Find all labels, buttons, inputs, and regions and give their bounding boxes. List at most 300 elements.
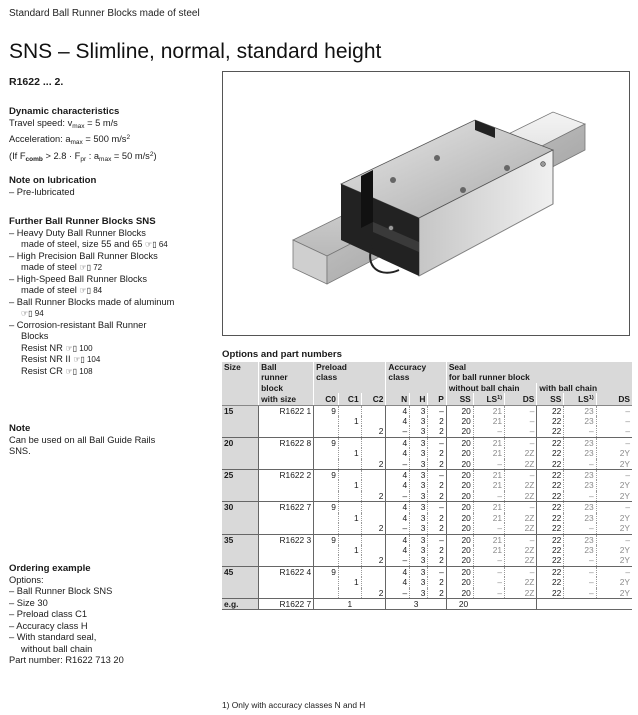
- value-cell: [338, 437, 361, 448]
- page-ref-link[interactable]: ☞▯ 104: [73, 355, 101, 364]
- value-cell: 23: [564, 480, 596, 490]
- cond-c: : a: [86, 150, 100, 161]
- size-cell: [222, 416, 259, 426]
- value-cell: –: [505, 502, 537, 513]
- lubrication-item: – Pre-lubricated: [9, 186, 75, 197]
- value-cell: 22: [537, 480, 564, 490]
- value-cell: –: [386, 523, 410, 534]
- value-cell: –: [473, 588, 504, 599]
- value-cell: –: [473, 555, 504, 566]
- value-cell: –: [428, 566, 446, 577]
- value-cell: 3: [410, 459, 428, 470]
- value-cell: [361, 480, 386, 490]
- value-cell: [338, 534, 361, 545]
- value-cell: 4: [386, 502, 410, 513]
- value-cell: –: [386, 555, 410, 566]
- value-cell: 9: [314, 437, 339, 448]
- value-cell: 9: [314, 566, 339, 577]
- value-cell: [338, 523, 361, 534]
- further-item-1-text: made of steel, size 55 and 65: [21, 239, 146, 249]
- value-cell: 3: [410, 426, 428, 437]
- value-cell: –: [596, 502, 632, 513]
- value-cell: –: [596, 426, 632, 437]
- value-cell: 4: [386, 437, 410, 448]
- ball-runner-block-illustration: [223, 72, 629, 335]
- block-cell: R1622 8: [259, 437, 314, 448]
- value-cell: [314, 480, 339, 490]
- value-cell: 3: [410, 470, 428, 481]
- value-cell: 20: [446, 470, 473, 481]
- header-block: with size: [259, 393, 314, 405]
- value-cell: 2: [428, 416, 446, 426]
- value-cell: 4: [386, 566, 410, 577]
- value-cell: 2Y: [596, 545, 632, 555]
- value-cell: 2Z: [505, 448, 537, 458]
- header-size: Size: [222, 362, 259, 372]
- value-cell: –: [473, 426, 504, 437]
- value-cell: 3: [410, 513, 428, 523]
- value-cell: 1: [338, 577, 361, 587]
- lubrication-heading: Note on lubrication: [9, 175, 97, 186]
- value-cell: [314, 426, 339, 437]
- value-cell: [314, 459, 339, 470]
- value-cell: –: [505, 416, 537, 426]
- value-cell: 2Z: [505, 513, 537, 523]
- value-cell: [338, 502, 361, 513]
- size-cell: 15: [222, 405, 259, 416]
- col-c1: C1: [338, 393, 361, 405]
- value-cell: [314, 577, 339, 587]
- value-cell: 3: [410, 534, 428, 545]
- value-cell: [338, 459, 361, 470]
- further-item-3: – High-Speed Ball Runner Blocks: [9, 273, 147, 284]
- ordering-item: – Ball Runner Block SNS: [9, 586, 113, 596]
- value-cell: –: [564, 459, 596, 470]
- value-cell: [314, 588, 339, 599]
- value-cell: 2: [428, 555, 446, 566]
- value-cell: –: [386, 459, 410, 470]
- value-cell: 2Y: [596, 480, 632, 490]
- col-c2: C2: [361, 393, 386, 405]
- travel-speed: [9, 118, 214, 133]
- value-cell: 3: [410, 405, 428, 416]
- value-cell: 22: [537, 545, 564, 555]
- value-cell: 20: [446, 437, 473, 448]
- value-cell: 23: [564, 545, 596, 555]
- value-cell: 20: [446, 459, 473, 470]
- value-cell: 22: [537, 523, 564, 534]
- value-cell: 4: [386, 545, 410, 555]
- value-cell: [361, 534, 386, 545]
- block-cell: [259, 426, 314, 437]
- block-cell: [259, 588, 314, 599]
- table-row: [222, 416, 632, 426]
- value-cell: 22: [537, 502, 564, 513]
- value-cell: 22: [537, 577, 564, 587]
- further-item-3-cont: [9, 285, 214, 297]
- value-cell: [314, 416, 339, 426]
- value-cell: 4: [386, 480, 410, 490]
- size-cell: [222, 491, 259, 502]
- cond-sup: 2: [149, 150, 154, 158]
- value-cell: 20: [446, 577, 473, 587]
- table-row: [222, 502, 632, 513]
- value-cell: 3: [410, 502, 428, 513]
- value-cell: –: [564, 523, 596, 534]
- table-row: [222, 426, 632, 437]
- block-cell: R1622 4: [259, 566, 314, 577]
- value-cell: 2Z: [505, 491, 537, 502]
- value-cell: 2: [428, 588, 446, 599]
- value-cell: 2Y: [596, 577, 632, 587]
- value-cell: 21: [473, 545, 504, 555]
- accel-value: = 500 m/s: [82, 134, 127, 144]
- example-cell: 20: [446, 598, 537, 609]
- value-cell: 23: [564, 405, 596, 416]
- value-cell: 3: [410, 555, 428, 566]
- size-cell: 25: [222, 470, 259, 481]
- cond-e: ): [153, 150, 157, 161]
- page-ref-link[interactable]: ☞▯ 72: [79, 263, 103, 272]
- value-cell: 4: [386, 416, 410, 426]
- value-cell: –: [473, 577, 504, 587]
- value-cell: 9: [314, 502, 339, 513]
- size-cell: [222, 555, 259, 566]
- value-cell: 2Z: [505, 555, 537, 566]
- block-cell: [259, 555, 314, 566]
- value-cell: 22: [537, 534, 564, 545]
- further-blocks: [9, 216, 214, 377]
- size-cell: [222, 588, 259, 599]
- ordering-item: – Accuracy class H: [9, 620, 88, 631]
- col-ss: SS: [446, 393, 473, 405]
- value-cell: 20: [446, 555, 473, 566]
- value-cell: 21: [473, 513, 504, 523]
- value-cell: 22: [537, 437, 564, 448]
- value-cell: 23: [564, 513, 596, 523]
- value-cell: –: [564, 426, 596, 437]
- value-cell: 3: [410, 437, 428, 448]
- example-cell: [537, 598, 632, 609]
- table-row: [222, 577, 632, 587]
- table-row: [222, 480, 632, 490]
- ordering-heading: Ordering example: [9, 563, 91, 574]
- value-cell: 23: [564, 534, 596, 545]
- value-cell: 21: [473, 405, 504, 416]
- value-cell: 2Z: [505, 588, 537, 599]
- size-cell: 35: [222, 534, 259, 545]
- accel-sub: max: [70, 139, 83, 146]
- travel-speed-sub: max: [72, 122, 85, 130]
- table-row: [222, 566, 632, 577]
- block-cell: R1622 1: [259, 405, 314, 416]
- header-seal: Seal: [446, 362, 632, 372]
- value-cell: 21: [473, 448, 504, 458]
- header-accuracy: Accuracy: [386, 362, 446, 372]
- value-cell: 3: [410, 577, 428, 587]
- value-cell: 2: [428, 480, 446, 490]
- value-cell: 2Z: [505, 523, 537, 534]
- value-cell: [361, 513, 386, 523]
- value-cell: –: [473, 566, 504, 577]
- header-block: block: [259, 383, 314, 393]
- value-cell: 22: [537, 470, 564, 481]
- value-cell: 20: [446, 523, 473, 534]
- value-cell: 2: [428, 448, 446, 458]
- value-cell: 1: [338, 448, 361, 458]
- options-title: Options and part numbers: [222, 349, 342, 360]
- col-ds: DS: [505, 393, 537, 405]
- footnote-mark: 1): [588, 395, 594, 402]
- further-item-1: – Heavy Duty Ball Runner Blocks: [9, 227, 146, 238]
- top-caption: Standard Ball Runner Blocks made of steel: [9, 8, 200, 19]
- size-cell: [222, 426, 259, 437]
- size-cell: [222, 577, 259, 587]
- header-row: [222, 383, 632, 393]
- value-cell: 22: [537, 459, 564, 470]
- value-cell: 2Y: [596, 555, 632, 566]
- col-ls: [564, 393, 596, 405]
- further-item-2: – High Precision Ball Runner Blocks: [9, 250, 158, 261]
- block-cell: [259, 416, 314, 426]
- value-cell: 23: [564, 502, 596, 513]
- block-cell: R1622 7: [259, 502, 314, 513]
- value-cell: 20: [446, 534, 473, 545]
- value-cell: –: [564, 577, 596, 587]
- value-cell: 20: [446, 405, 473, 416]
- block-cell: [259, 491, 314, 502]
- value-cell: –: [428, 534, 446, 545]
- value-cell: –: [596, 437, 632, 448]
- product-photo: [222, 71, 630, 336]
- value-cell: 2: [361, 555, 386, 566]
- travel-speed-text: Travel speed: v: [9, 117, 73, 128]
- value-cell: 3: [410, 491, 428, 502]
- resist-cr: [9, 366, 214, 378]
- value-cell: 21: [473, 470, 504, 481]
- value-cell: 22: [537, 416, 564, 426]
- value-cell: 23: [564, 448, 596, 458]
- value-cell: 2: [361, 588, 386, 599]
- table-row: [222, 405, 632, 416]
- value-cell: 23: [564, 416, 596, 426]
- table-row: [222, 491, 632, 502]
- value-cell: 22: [537, 566, 564, 577]
- block-cell: [259, 513, 314, 523]
- col-n: N: [386, 393, 410, 405]
- header-preload: Preload: [314, 362, 386, 372]
- value-cell: –: [564, 555, 596, 566]
- page-title: SNS – Slimline, normal, standard height: [9, 40, 382, 63]
- table-row: [222, 534, 632, 545]
- ordering-item: – Size 30: [9, 597, 48, 608]
- table-row: [222, 470, 632, 481]
- further-item-1-cont: [9, 239, 214, 251]
- note-line-2: SNS.: [9, 446, 31, 456]
- value-cell: [314, 448, 339, 458]
- header-block: Ball: [259, 362, 314, 372]
- dynamic-characteristics: [9, 106, 214, 165]
- value-cell: 2Z: [505, 480, 537, 490]
- value-cell: 3: [410, 566, 428, 577]
- further-item-4: – Ball Runner Blocks made of aluminum: [9, 296, 175, 307]
- value-cell: 3: [410, 545, 428, 555]
- value-cell: 21: [473, 502, 504, 513]
- value-cell: [314, 491, 339, 502]
- value-cell: [338, 426, 361, 437]
- size-cell: [222, 459, 259, 470]
- cond-sub2: pr: [80, 155, 87, 163]
- ordering-part-number: Part number: R1622 713 20: [9, 655, 124, 665]
- header-with-chain: with ball chain: [537, 383, 632, 393]
- accel-text: Acceleration: a: [9, 134, 71, 144]
- block-cell: [259, 459, 314, 470]
- example-cell: 3: [386, 598, 446, 609]
- resist-nr: [9, 343, 214, 355]
- value-cell: [314, 545, 339, 555]
- header-block: runner: [259, 372, 314, 382]
- cond-b: > 2.8 · F: [42, 150, 81, 161]
- value-cell: 2Y: [596, 588, 632, 599]
- value-cell: –: [596, 566, 632, 577]
- further-heading: Further Ball Runner Blocks SNS: [9, 216, 156, 227]
- value-cell: [361, 545, 386, 555]
- value-cell: 2Y: [596, 513, 632, 523]
- page-ref-link[interactable]: ☞▯ 64: [145, 240, 168, 249]
- example-cell: e.g.: [222, 598, 259, 609]
- value-cell: –: [505, 534, 537, 545]
- value-cell: –: [473, 459, 504, 470]
- value-cell: 2Y: [596, 448, 632, 458]
- value-cell: 2Z: [505, 577, 537, 587]
- block-cell: R1622 3: [259, 534, 314, 545]
- value-cell: [361, 437, 386, 448]
- example-row: [222, 598, 632, 609]
- value-cell: –: [386, 588, 410, 599]
- note-heading: Note: [9, 423, 31, 434]
- page-ref-link[interactable]: ☞▯ 100: [65, 343, 93, 353]
- value-cell: 3: [410, 588, 428, 599]
- value-cell: 20: [446, 502, 473, 513]
- example-cell: R1622 7: [259, 598, 314, 609]
- col-ls-label: LS: [486, 394, 498, 405]
- col-ds: DS: [596, 393, 632, 405]
- value-cell: –: [505, 470, 537, 481]
- block-cell: [259, 480, 314, 490]
- value-cell: [361, 566, 386, 577]
- value-cell: [361, 448, 386, 458]
- header-preload: class: [314, 372, 386, 382]
- size-cell: [222, 513, 259, 523]
- value-cell: 22: [537, 448, 564, 458]
- value-cell: 22: [537, 426, 564, 437]
- value-cell: 2Z: [505, 545, 537, 555]
- value-cell: [338, 405, 361, 416]
- footnote: 1) Only with accuracy classes N and H: [222, 700, 366, 710]
- further-item-4-cont: [9, 308, 214, 320]
- value-cell: 20: [446, 545, 473, 555]
- size-cell: 20: [222, 437, 259, 448]
- page-ref-link[interactable]: ☞▯ 84: [79, 286, 103, 295]
- value-cell: –: [428, 437, 446, 448]
- usage-note: [9, 423, 214, 458]
- value-cell: –: [564, 588, 596, 599]
- value-cell: –: [386, 491, 410, 502]
- value-cell: –: [428, 405, 446, 416]
- value-cell: 22: [537, 555, 564, 566]
- further-item-3-text: made of steel: [21, 285, 80, 295]
- ordering-example: [9, 563, 214, 667]
- ordering-item: – Preload class C1: [9, 609, 88, 619]
- example-cell: 1: [314, 598, 386, 609]
- value-cell: 2Y: [596, 523, 632, 534]
- value-cell: –: [505, 566, 537, 577]
- size-cell: 30: [222, 502, 259, 513]
- value-cell: 2: [361, 523, 386, 534]
- value-cell: 2Y: [596, 491, 632, 502]
- value-cell: 22: [537, 491, 564, 502]
- block-cell: [259, 448, 314, 458]
- cond-sub1: comb: [25, 155, 43, 163]
- page-ref-link[interactable]: ☞▯ 108: [65, 366, 93, 376]
- ordering-item-cont: without ball chain: [21, 643, 93, 654]
- corrosion-item-cont: Blocks: [21, 331, 49, 341]
- dynamic-heading: Dynamic characteristics: [9, 106, 120, 117]
- value-cell: 23: [564, 437, 596, 448]
- table-row: [222, 545, 632, 555]
- value-cell: 2: [361, 426, 386, 437]
- value-cell: –: [596, 470, 632, 481]
- resist-cr-label: Resist CR: [21, 365, 66, 376]
- value-cell: [361, 502, 386, 513]
- value-cell: 2: [361, 459, 386, 470]
- value-cell: –: [473, 523, 504, 534]
- header-seal: for ball runner block: [446, 372, 632, 382]
- page-ref-link[interactable]: ☞▯ 94: [21, 309, 44, 318]
- value-cell: 3: [410, 480, 428, 490]
- further-item-2-cont: [9, 262, 214, 274]
- value-cell: [361, 405, 386, 416]
- value-cell: 1: [338, 545, 361, 555]
- col-ss: SS: [537, 393, 564, 405]
- value-cell: 1: [338, 480, 361, 490]
- acceleration: [9, 132, 214, 149]
- value-cell: 22: [537, 405, 564, 416]
- value-cell: 2: [428, 545, 446, 555]
- value-cell: 20: [446, 426, 473, 437]
- value-cell: –: [564, 566, 596, 577]
- footnote-mark: 1): [497, 395, 503, 402]
- value-cell: [314, 555, 339, 566]
- value-cell: 4: [386, 513, 410, 523]
- value-cell: –: [428, 502, 446, 513]
- accel-sup: 2: [126, 134, 131, 141]
- value-cell: 2Y: [596, 459, 632, 470]
- options-table-body: [222, 405, 632, 610]
- value-cell: –: [505, 426, 537, 437]
- value-cell: 21: [473, 416, 504, 426]
- resist-nr2: [9, 354, 214, 366]
- resist-nr-label: Resist NR: [21, 342, 66, 353]
- value-cell: 3: [410, 448, 428, 458]
- value-cell: [338, 588, 361, 599]
- further-item-2-text: made of steel: [21, 262, 80, 272]
- cond-d: = 50 m/s: [111, 150, 150, 161]
- value-cell: 4: [386, 534, 410, 545]
- value-cell: 1: [338, 513, 361, 523]
- table-row: [222, 448, 632, 458]
- col-p: P: [428, 393, 446, 405]
